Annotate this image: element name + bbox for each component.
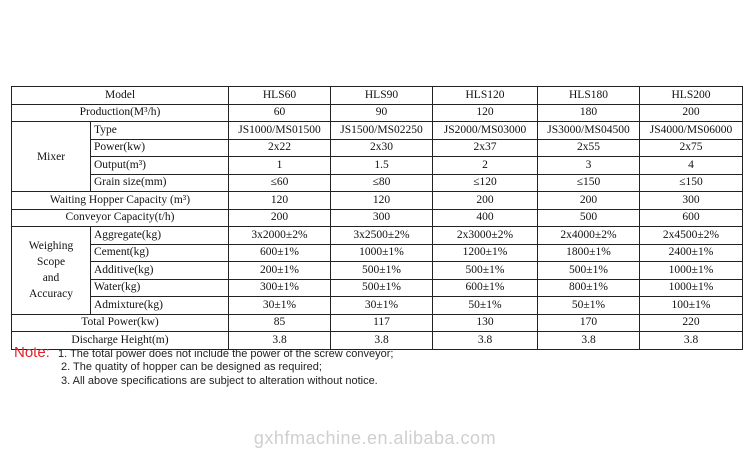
mixer-grain-row bbox=[12, 174, 743, 192]
cell-value: JS1000/MS01500 bbox=[229, 122, 331, 140]
cell-value: 3x2000±2% bbox=[229, 227, 331, 245]
cell-value: 50±1% bbox=[538, 297, 640, 315]
cell-value: 2x22 bbox=[229, 139, 331, 157]
row-label: Cement(kg) bbox=[91, 244, 229, 262]
cell-value: 30±1% bbox=[331, 297, 433, 315]
cement-row bbox=[12, 244, 743, 262]
row-label: Water(kg) bbox=[91, 279, 229, 297]
note-line bbox=[14, 346, 734, 360]
cell-value: 500±1% bbox=[538, 262, 640, 280]
additive-row bbox=[12, 262, 743, 280]
cell-value: 170 bbox=[538, 314, 640, 332]
cell-value: 30±1% bbox=[229, 297, 331, 315]
cell-value: ≤120 bbox=[433, 174, 538, 192]
cell-value: 1800±1% bbox=[538, 244, 640, 262]
cell-value: 300 bbox=[331, 209, 433, 227]
cell-value: 2 bbox=[433, 157, 538, 175]
cell-value: ≤150 bbox=[640, 174, 743, 192]
cell-value: 800±1% bbox=[538, 279, 640, 297]
note-text: 3. All above specifications are subject to alteration without notice. bbox=[61, 375, 378, 387]
cell-value: 2x3000±2% bbox=[433, 227, 538, 245]
mixer-type-row bbox=[12, 122, 743, 140]
model-label: Model bbox=[12, 87, 229, 105]
cell-value: 1000±1% bbox=[640, 262, 743, 280]
cell-value: 1000±1% bbox=[331, 244, 433, 262]
row-label: Admixture(kg) bbox=[91, 297, 229, 315]
cell-value: JS2000/MS03000 bbox=[433, 122, 538, 140]
cell-value: ≤150 bbox=[538, 174, 640, 192]
cell-value: 2x55 bbox=[538, 139, 640, 157]
model-name: HLS90 bbox=[331, 87, 433, 105]
watermark: gxhfmachine.en.alibaba.com bbox=[253, 428, 497, 448]
cell-value: 600±1% bbox=[229, 244, 331, 262]
cell-value: JS3000/MS04500 bbox=[538, 122, 640, 140]
cell-value: 1 bbox=[229, 157, 331, 175]
cell-value: 400 bbox=[433, 209, 538, 227]
admixture-row bbox=[12, 297, 743, 315]
cell-value: 85 bbox=[229, 314, 331, 332]
conveyor-row bbox=[12, 209, 743, 227]
weighing-label-line: Scope bbox=[36, 256, 66, 269]
cell-value: 4 bbox=[640, 157, 743, 175]
row-label: Waiting Hopper Capacity (m³) bbox=[12, 192, 229, 210]
cell-value: 3.8 bbox=[433, 332, 538, 350]
model-name: HLS120 bbox=[433, 87, 538, 105]
mixer-group-label: Mixer bbox=[12, 122, 91, 192]
cell-value: 200 bbox=[538, 192, 640, 210]
row-label: Output(m³) bbox=[91, 157, 229, 175]
note-text: 2. The quatity of hopper can be designed as required; bbox=[61, 361, 322, 373]
cell-value: 3x2500±2% bbox=[331, 227, 433, 245]
weighing-label-line: Accuracy bbox=[28, 288, 74, 301]
cell-value: 3.8 bbox=[538, 332, 640, 350]
cell-value: 600 bbox=[640, 209, 743, 227]
aggregate-row bbox=[12, 227, 743, 245]
water-row bbox=[12, 279, 743, 297]
note-line bbox=[14, 374, 734, 388]
cell-value: 1.5 bbox=[331, 157, 433, 175]
cell-value: 300 bbox=[640, 192, 743, 210]
cell-value: 180 bbox=[538, 104, 640, 122]
cell-value: 60 bbox=[229, 104, 331, 122]
mixer-power-row bbox=[12, 139, 743, 157]
cell-value: 90 bbox=[331, 104, 433, 122]
note-label: Note: bbox=[14, 344, 50, 361]
cell-value: 50±1% bbox=[433, 297, 538, 315]
cell-value: 300±1% bbox=[229, 279, 331, 297]
row-label: Additive(kg) bbox=[91, 262, 229, 280]
row-label: Type bbox=[91, 122, 229, 140]
total-power-row bbox=[12, 314, 743, 332]
cell-value: ≤80 bbox=[331, 174, 433, 192]
row-label: Conveyor Capacity(t/h) bbox=[12, 209, 229, 227]
cell-value: 120 bbox=[433, 104, 538, 122]
row-label: Aggregate(kg) bbox=[91, 227, 229, 245]
note-line bbox=[14, 360, 734, 374]
cell-value: 600±1% bbox=[433, 279, 538, 297]
production-row bbox=[12, 104, 743, 122]
cell-value: 2x75 bbox=[640, 139, 743, 157]
row-label: Production(M³/h) bbox=[12, 104, 229, 122]
cell-value: 2400±1% bbox=[640, 244, 743, 262]
row-label: Discharge Height(m) bbox=[12, 332, 229, 350]
row-label: Total Power(kw) bbox=[12, 314, 229, 332]
cell-value: 200 bbox=[229, 209, 331, 227]
cell-value: 220 bbox=[640, 314, 743, 332]
cell-value: 200 bbox=[433, 192, 538, 210]
cell-value: 120 bbox=[331, 192, 433, 210]
cell-value: 2x4500±2% bbox=[640, 227, 743, 245]
waiting-hopper-row bbox=[12, 192, 743, 210]
cell-value: 1000±1% bbox=[640, 279, 743, 297]
cell-value: JS4000/MS06000 bbox=[640, 122, 743, 140]
cell-value: 2x37 bbox=[433, 139, 538, 157]
cell-value: ≤60 bbox=[229, 174, 331, 192]
notes-section bbox=[14, 346, 734, 388]
cell-value: 3.8 bbox=[640, 332, 743, 350]
cell-value: 1200±1% bbox=[433, 244, 538, 262]
model-name: HLS60 bbox=[229, 87, 331, 105]
cell-value: 130 bbox=[433, 314, 538, 332]
cell-value: 120 bbox=[229, 192, 331, 210]
weighing-label-line: and bbox=[42, 272, 60, 285]
cell-value: 3.8 bbox=[331, 332, 433, 350]
weighing-group-label bbox=[12, 227, 91, 315]
mixer-output-row bbox=[12, 157, 743, 175]
row-label: Power(kw) bbox=[91, 139, 229, 157]
model-row bbox=[12, 87, 743, 105]
cell-value: 500±1% bbox=[331, 262, 433, 280]
note-text: 1. The total power does not include the power of the screw conveyor; bbox=[58, 348, 394, 360]
weighing-label-line: Weighing bbox=[28, 240, 74, 253]
specification-table bbox=[11, 86, 743, 350]
cell-value: 500±1% bbox=[433, 262, 538, 280]
cell-value: 200 bbox=[640, 104, 743, 122]
cell-value: 117 bbox=[331, 314, 433, 332]
cell-value: 200±1% bbox=[229, 262, 331, 280]
cell-value: 3.8 bbox=[229, 332, 331, 350]
cell-value: 500 bbox=[538, 209, 640, 227]
cell-value: 3 bbox=[538, 157, 640, 175]
cell-value: 2x4000±2% bbox=[538, 227, 640, 245]
cell-value: 500±1% bbox=[331, 279, 433, 297]
model-name: HLS200 bbox=[640, 87, 743, 105]
cell-value: 2x30 bbox=[331, 139, 433, 157]
cell-value: 100±1% bbox=[640, 297, 743, 315]
cell-value: JS1500/MS02250 bbox=[331, 122, 433, 140]
row-label: Grain size(mm) bbox=[91, 174, 229, 192]
model-name: HLS180 bbox=[538, 87, 640, 105]
